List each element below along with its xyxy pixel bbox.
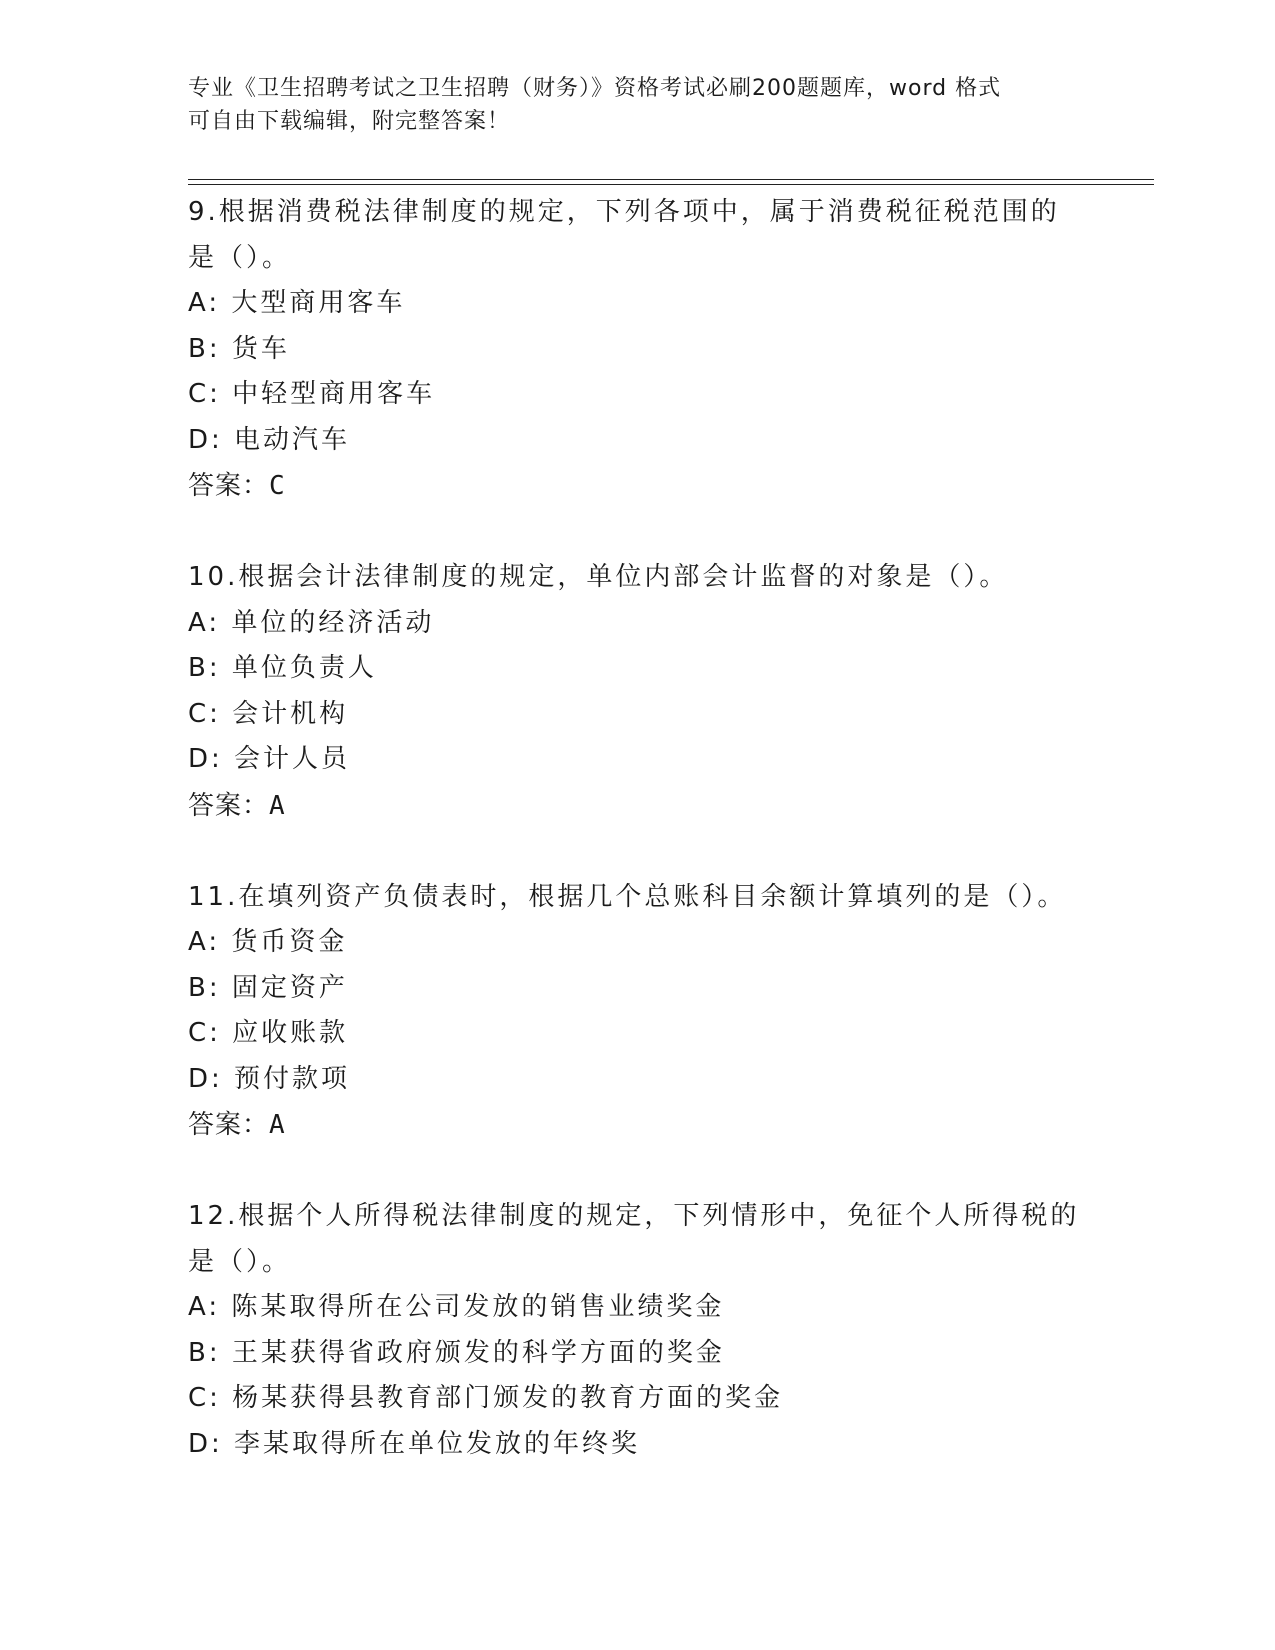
header-line-1: 专业《卫生招聘考试之卫生招聘（财务）》资格考试必刷200题题库，word 格式 [188,76,1002,101]
option-b: B: 货车 [188,333,290,364]
answer-value: C [269,471,286,501]
answer-label: 答案： [188,1110,270,1140]
question-stem: 11.在填列资产负债表时，根据几个总账科目余额计算填列的是（）。 [188,881,1067,912]
answer-value: A [269,790,286,821]
option-b: B: 固定资产 [188,972,348,1003]
answer-label: 答案： [188,790,270,821]
option-d: D: 预付款项 [188,1063,351,1094]
option-c: C: 杨某获得县教育部门颁发的教育方面的奖金 [188,1383,784,1413]
option-d: D: 电动汽车 [188,424,351,455]
header-line-2: 可自由下载编辑，附完整答案！ [188,109,511,134]
answer [188,783,1088,830]
question-9 [188,190,1088,510]
answer [188,1102,1088,1149]
option-d: D: 李某取得所在单位发放的年终奖 [188,1428,641,1459]
option-a: A: 陈某取得所在公司发放的销售业绩奖金 [188,1292,725,1322]
option-c: C: 中轻型商用客车 [188,379,436,409]
option-a: A: 单位的经济活动 [188,607,435,638]
question-10 [188,555,1088,830]
option-b: B: 单位负责人 [188,653,377,683]
question-stem: 12.根据个人所得税法律制度的规定，下列情形中，免征个人所得税的 [188,1201,1080,1231]
answer-label: 答案： [188,471,270,501]
option-a: A: 大型商用客车 [188,288,406,318]
question-stem: 10.根据会计法律制度的规定，单位内部会计监督的对象是（）。 [188,562,1009,592]
question-stem: 9.根据消费税法律制度的规定，下列各项中，属于消费税征税范围的 [188,197,1060,227]
question-12 [188,1194,1088,1467]
document-header [188,72,1088,138]
answer [188,463,1088,510]
option-d: D: 会计人员 [188,744,351,774]
option-a: A: 货币资金 [188,927,348,957]
header-divider-top [188,179,1154,180]
option-c: C: 会计机构 [188,698,349,729]
question-list [188,190,1088,1467]
question-stem-continued: 是（）。 [188,1246,292,1277]
option-b: B: 王某获得省政府颁发的科学方面的奖金 [188,1337,725,1368]
question-stem-continued: 是（）。 [188,242,292,273]
question-11 [188,875,1088,1150]
header-divider-bottom [188,184,1154,185]
option-c: C: 应收账款 [188,1018,349,1048]
answer-value: A [269,1110,286,1140]
